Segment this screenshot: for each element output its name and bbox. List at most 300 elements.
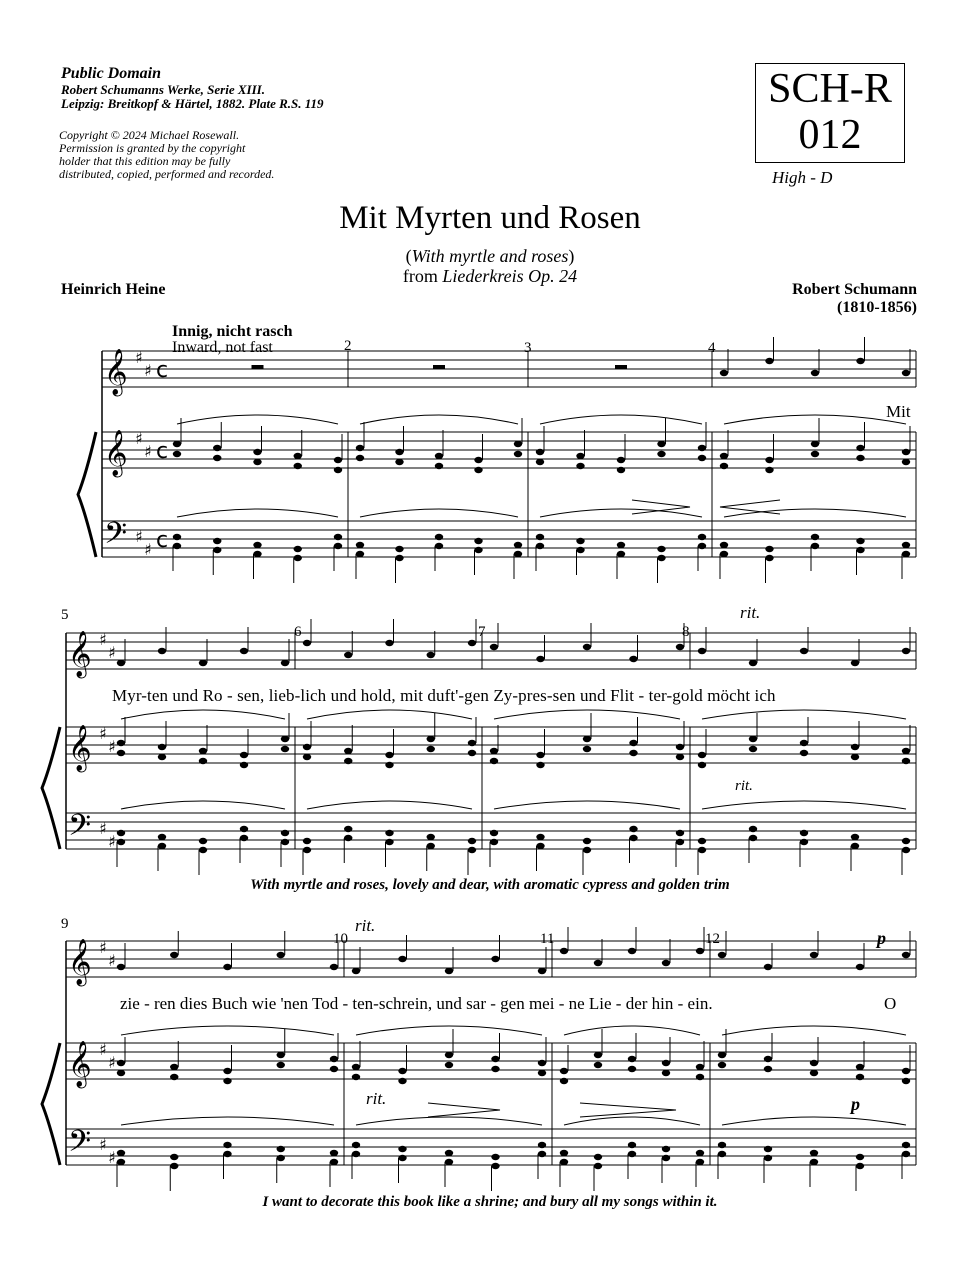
notehead bbox=[170, 1074, 178, 1080]
notehead bbox=[536, 543, 544, 549]
measure-number: 6 bbox=[294, 624, 302, 640]
measure-number: 2 bbox=[344, 338, 352, 354]
slur bbox=[121, 1117, 334, 1125]
notehead bbox=[277, 952, 285, 958]
treble-clef: 𝄞 bbox=[68, 631, 92, 677]
notehead bbox=[629, 740, 637, 746]
crescendo-hairpin bbox=[720, 500, 780, 514]
notehead bbox=[303, 640, 311, 646]
notehead bbox=[576, 453, 584, 459]
notehead bbox=[435, 534, 443, 540]
notehead bbox=[628, 948, 636, 954]
notehead bbox=[158, 754, 166, 760]
notehead bbox=[629, 656, 637, 662]
notehead bbox=[676, 839, 684, 845]
paren-close: ) bbox=[568, 246, 575, 266]
notehead bbox=[303, 838, 311, 844]
notehead bbox=[902, 748, 910, 754]
notehead bbox=[330, 964, 338, 970]
notehead bbox=[720, 551, 728, 557]
notehead bbox=[117, 740, 125, 746]
notehead bbox=[902, 758, 910, 764]
notehead bbox=[395, 555, 403, 561]
notehead bbox=[277, 1062, 285, 1068]
paren-open: ( bbox=[405, 246, 412, 266]
notehead bbox=[445, 1062, 453, 1068]
notehead bbox=[199, 748, 207, 754]
notehead bbox=[223, 1068, 231, 1074]
notehead bbox=[629, 835, 637, 841]
notehead bbox=[856, 445, 864, 451]
notehead bbox=[536, 834, 544, 840]
notehead bbox=[628, 1066, 636, 1072]
notehead bbox=[352, 1142, 360, 1148]
measure-number: 4 bbox=[708, 340, 716, 356]
rit-marking-piano: rit. bbox=[366, 1089, 387, 1108]
notehead bbox=[213, 538, 221, 544]
notehead bbox=[628, 1142, 636, 1148]
notehead bbox=[536, 459, 544, 465]
notehead bbox=[173, 451, 181, 457]
slur bbox=[121, 1026, 334, 1035]
sharp-sign: ♯ bbox=[135, 429, 143, 448]
slur bbox=[702, 801, 906, 809]
public-domain-label: Public Domain bbox=[61, 65, 162, 82]
notehead bbox=[810, 1159, 818, 1165]
notehead bbox=[427, 652, 435, 658]
notehead bbox=[117, 660, 125, 666]
notehead bbox=[435, 453, 443, 459]
rit-marking-piano: rit. bbox=[735, 778, 753, 794]
notehead bbox=[560, 1068, 568, 1074]
page-title: Mit Myrten und Rosen bbox=[339, 200, 641, 236]
dynamic-p: p bbox=[877, 928, 886, 948]
notehead bbox=[765, 457, 773, 463]
notehead bbox=[718, 1151, 726, 1157]
notehead bbox=[856, 1163, 864, 1169]
notehead bbox=[491, 1154, 499, 1160]
notehead bbox=[662, 1155, 670, 1161]
notehead bbox=[902, 847, 910, 853]
notehead bbox=[170, 1163, 178, 1169]
notehead bbox=[629, 750, 637, 756]
notehead bbox=[676, 744, 684, 750]
notehead bbox=[764, 1146, 772, 1152]
piano-brace bbox=[42, 727, 60, 849]
notehead bbox=[117, 1060, 125, 1066]
notehead bbox=[356, 455, 364, 461]
notehead bbox=[356, 445, 364, 451]
catalog-code-line-2: 012 bbox=[798, 112, 862, 158]
notehead bbox=[385, 640, 393, 646]
notehead bbox=[344, 652, 352, 658]
notehead bbox=[294, 463, 302, 469]
notehead bbox=[468, 640, 476, 646]
notehead bbox=[698, 534, 706, 540]
slur bbox=[360, 509, 518, 517]
notehead bbox=[662, 1060, 670, 1066]
notehead bbox=[583, 838, 591, 844]
notehead bbox=[617, 457, 625, 463]
measure-number: 9 bbox=[61, 916, 69, 932]
notehead bbox=[445, 1159, 453, 1165]
notehead bbox=[749, 826, 757, 832]
sharp-sign: ♯ bbox=[108, 951, 116, 970]
notehead bbox=[698, 752, 706, 758]
notehead bbox=[468, 750, 476, 756]
from-text: from bbox=[402, 266, 443, 286]
notehead bbox=[560, 1078, 568, 1084]
slur bbox=[121, 710, 285, 719]
notehead bbox=[398, 1068, 406, 1074]
measure-number: 3 bbox=[524, 340, 532, 356]
notehead bbox=[334, 457, 342, 463]
sharp-sign: ♯ bbox=[108, 832, 116, 851]
notehead bbox=[427, 834, 435, 840]
notehead bbox=[490, 839, 498, 845]
sharp-sign: ♯ bbox=[135, 348, 143, 367]
composer-dates: (1810-1856) bbox=[837, 299, 917, 316]
notehead bbox=[398, 1078, 406, 1084]
whole-rest bbox=[615, 365, 627, 369]
notehead bbox=[698, 455, 706, 461]
notehead bbox=[856, 1154, 864, 1160]
notehead bbox=[170, 1154, 178, 1160]
notehead bbox=[662, 1146, 670, 1152]
lyric-line-3-end: O bbox=[884, 994, 897, 1013]
notehead bbox=[856, 964, 864, 970]
notehead bbox=[281, 746, 289, 752]
composer-name: Robert Schumann bbox=[792, 281, 917, 298]
notehead bbox=[662, 1070, 670, 1076]
notehead bbox=[800, 740, 808, 746]
notehead bbox=[117, 1159, 125, 1165]
voice-type: High - D bbox=[772, 168, 833, 187]
measure-number: 12 bbox=[705, 931, 720, 947]
notehead bbox=[765, 546, 773, 552]
slur bbox=[307, 801, 472, 809]
notehead bbox=[657, 451, 665, 457]
notehead bbox=[427, 746, 435, 752]
notehead bbox=[223, 1151, 231, 1157]
notehead bbox=[491, 1066, 499, 1072]
notehead bbox=[765, 555, 773, 561]
treble-clef: 𝄞 bbox=[104, 349, 128, 395]
notehead bbox=[117, 830, 125, 836]
notehead bbox=[810, 1060, 818, 1066]
notehead bbox=[538, 1142, 546, 1148]
notehead bbox=[538, 1070, 546, 1076]
notehead bbox=[800, 648, 808, 654]
notehead bbox=[281, 660, 289, 666]
notehead bbox=[720, 453, 728, 459]
slur bbox=[177, 509, 338, 517]
notehead bbox=[117, 1070, 125, 1076]
notehead bbox=[199, 847, 207, 853]
notehead bbox=[158, 648, 166, 654]
tempo-translation: Inward, not fast bbox=[172, 339, 273, 356]
notehead bbox=[902, 449, 910, 455]
notehead bbox=[490, 748, 498, 754]
notehead bbox=[213, 455, 221, 461]
notehead bbox=[240, 835, 248, 841]
notehead bbox=[696, 1159, 704, 1165]
copyright-line: distributed, copied, performed and recorded. bbox=[59, 167, 275, 181]
notehead bbox=[536, 449, 544, 455]
notehead bbox=[538, 968, 546, 974]
dynamic-p-piano: p bbox=[851, 1094, 860, 1114]
notehead bbox=[468, 838, 476, 844]
notehead bbox=[344, 758, 352, 764]
notehead bbox=[474, 547, 482, 553]
notehead bbox=[629, 826, 637, 832]
notehead bbox=[330, 1150, 338, 1156]
notehead bbox=[764, 1056, 772, 1062]
notehead bbox=[856, 358, 864, 364]
translation-text: With myrtle and roses bbox=[411, 246, 569, 266]
slur bbox=[494, 801, 680, 809]
poet-name: Heinrich Heine bbox=[61, 281, 166, 298]
notehead bbox=[491, 956, 499, 962]
notehead bbox=[294, 546, 302, 552]
notehead bbox=[294, 453, 302, 459]
measure-number: 11 bbox=[540, 931, 555, 947]
notehead bbox=[628, 1151, 636, 1157]
notehead bbox=[117, 1150, 125, 1156]
notehead bbox=[344, 748, 352, 754]
notehead bbox=[352, 1064, 360, 1070]
copyright-line: Permission is granted by the copyright bbox=[59, 141, 246, 155]
measure-number: 5 bbox=[61, 607, 69, 623]
copyright-line: Copyright © 2024 Michael Rosewall. bbox=[59, 128, 240, 142]
notehead bbox=[352, 1074, 360, 1080]
notehead bbox=[749, 736, 757, 742]
notehead bbox=[158, 843, 166, 849]
notehead bbox=[902, 551, 910, 557]
notehead bbox=[281, 830, 289, 836]
notehead bbox=[718, 952, 726, 958]
notehead bbox=[490, 758, 498, 764]
notehead bbox=[576, 463, 584, 469]
notehead bbox=[811, 543, 819, 549]
notehead bbox=[223, 1078, 231, 1084]
notehead bbox=[617, 551, 625, 557]
bass-clef: 𝄢 bbox=[104, 517, 128, 558]
lyric-line-1: Mit bbox=[886, 402, 911, 421]
sharp-sign: ♯ bbox=[108, 1053, 116, 1072]
notehead bbox=[536, 843, 544, 849]
notehead bbox=[696, 1064, 704, 1070]
notehead bbox=[749, 746, 757, 752]
notehead bbox=[294, 555, 302, 561]
notehead bbox=[334, 543, 342, 549]
notehead bbox=[902, 1078, 910, 1084]
notehead bbox=[902, 838, 910, 844]
notehead bbox=[199, 838, 207, 844]
sharp-sign: ♯ bbox=[108, 643, 116, 662]
notehead bbox=[657, 555, 665, 561]
notehead bbox=[435, 543, 443, 549]
notehead bbox=[213, 445, 221, 451]
notehead bbox=[594, 1154, 602, 1160]
sharp-sign: ♯ bbox=[99, 724, 107, 743]
notehead bbox=[281, 736, 289, 742]
sharp-sign: ♯ bbox=[144, 442, 152, 461]
sharp-sign: ♯ bbox=[99, 938, 107, 957]
notehead bbox=[810, 1150, 818, 1156]
decrescendo-hairpin bbox=[632, 500, 690, 514]
notehead bbox=[352, 968, 360, 974]
notehead bbox=[749, 660, 757, 666]
notehead bbox=[303, 744, 311, 750]
notehead bbox=[902, 1068, 910, 1074]
notehead bbox=[560, 1159, 568, 1165]
notehead bbox=[594, 1062, 602, 1068]
notehead bbox=[696, 1150, 704, 1156]
piano-brace bbox=[42, 1043, 60, 1165]
rit-marking: rit. bbox=[355, 916, 376, 935]
notehead bbox=[514, 451, 522, 457]
notehead bbox=[334, 467, 342, 473]
notehead bbox=[277, 1146, 285, 1152]
notehead bbox=[474, 467, 482, 473]
slur bbox=[724, 415, 906, 424]
catalog-code-line-1: SCH-R bbox=[768, 66, 892, 112]
notehead bbox=[173, 441, 181, 447]
notehead bbox=[902, 370, 910, 376]
notehead bbox=[330, 1159, 338, 1165]
notehead bbox=[277, 1155, 285, 1161]
notehead bbox=[536, 656, 544, 662]
cycle-name: Liederkreis Op. 24 bbox=[442, 266, 578, 286]
notehead bbox=[718, 1052, 726, 1058]
measure-number: 10 bbox=[333, 931, 348, 947]
notehead bbox=[223, 964, 231, 970]
notehead bbox=[851, 843, 859, 849]
notehead bbox=[583, 736, 591, 742]
notehead bbox=[536, 762, 544, 768]
notehead bbox=[810, 952, 818, 958]
notehead bbox=[173, 534, 181, 540]
notehead bbox=[398, 956, 406, 962]
notehead bbox=[583, 644, 591, 650]
notehead bbox=[303, 847, 311, 853]
notehead bbox=[594, 1052, 602, 1058]
notehead bbox=[395, 459, 403, 465]
notehead bbox=[765, 467, 773, 473]
notehead bbox=[468, 847, 476, 853]
notehead bbox=[170, 1064, 178, 1070]
slur bbox=[540, 509, 702, 517]
notehead bbox=[583, 847, 591, 853]
notehead bbox=[474, 538, 482, 544]
sharp-sign: ♯ bbox=[108, 1148, 116, 1167]
notehead bbox=[856, 1074, 864, 1080]
slur bbox=[540, 415, 702, 424]
measure-number: 8 bbox=[682, 624, 690, 640]
notehead bbox=[576, 538, 584, 544]
notehead bbox=[170, 952, 178, 958]
source-line-2: Leipzig: Breitkopf & Härtel, 1882. Plate R.S. 119 bbox=[61, 96, 324, 111]
notehead bbox=[303, 754, 311, 760]
notehead bbox=[628, 1056, 636, 1062]
sharp-sign: ♯ bbox=[144, 361, 152, 380]
notehead bbox=[657, 441, 665, 447]
notehead bbox=[851, 660, 859, 666]
notehead bbox=[468, 740, 476, 746]
notehead bbox=[720, 542, 728, 548]
notehead bbox=[213, 547, 221, 553]
notehead bbox=[617, 467, 625, 473]
notehead bbox=[344, 835, 352, 841]
source-line-1: Robert Schumanns Werke, Serie XIII. bbox=[61, 82, 265, 97]
whole-rest bbox=[252, 365, 264, 369]
sharp-sign: ♯ bbox=[144, 540, 152, 559]
treble-clef: 𝄞 bbox=[68, 725, 92, 771]
notehead bbox=[720, 463, 728, 469]
notehead bbox=[811, 451, 819, 457]
notehead bbox=[617, 542, 625, 548]
copyright-line: holder that this edition may be fully bbox=[59, 154, 231, 168]
notehead bbox=[718, 1062, 726, 1068]
notehead bbox=[427, 843, 435, 849]
notehead bbox=[352, 1151, 360, 1157]
notehead bbox=[811, 370, 819, 376]
notehead bbox=[356, 542, 364, 548]
notehead bbox=[344, 826, 352, 832]
slur bbox=[360, 415, 518, 424]
notehead bbox=[395, 449, 403, 455]
piano-brace bbox=[78, 432, 96, 557]
notehead bbox=[902, 1151, 910, 1157]
notehead bbox=[594, 960, 602, 966]
translation-line-2: With myrtle and roses, lovely and dear, with aromatic cypress and golden trim bbox=[250, 877, 730, 893]
sharp-sign: ♯ bbox=[108, 737, 116, 756]
slur bbox=[564, 1117, 700, 1125]
slur bbox=[356, 1117, 542, 1125]
notehead bbox=[811, 441, 819, 447]
notehead bbox=[173, 543, 181, 549]
measure-number: 7 bbox=[478, 624, 486, 640]
notehead bbox=[538, 1060, 546, 1066]
notehead bbox=[811, 534, 819, 540]
notehead bbox=[576, 547, 584, 553]
notehead bbox=[676, 644, 684, 650]
slur bbox=[307, 710, 472, 719]
time-signature: c bbox=[156, 439, 169, 464]
notehead bbox=[662, 960, 670, 966]
slur bbox=[702, 710, 906, 719]
notehead bbox=[334, 534, 342, 540]
notehead bbox=[158, 744, 166, 750]
notehead bbox=[240, 752, 248, 758]
slur bbox=[356, 1026, 542, 1035]
notehead bbox=[158, 834, 166, 840]
decrescendo-hairpin bbox=[580, 1103, 676, 1117]
notehead bbox=[560, 1150, 568, 1156]
notehead bbox=[514, 551, 522, 557]
notehead bbox=[490, 830, 498, 836]
notehead bbox=[223, 1142, 231, 1148]
notehead bbox=[698, 445, 706, 451]
notehead bbox=[749, 835, 757, 841]
lyric-line-3: zie - ren dies Buch wie 'nen Tod - ten-schrein, und sar - gen mei - ne Lie - der hin - ein. bbox=[120, 994, 713, 1013]
notehead bbox=[764, 964, 772, 970]
notehead bbox=[427, 736, 435, 742]
notehead bbox=[856, 1064, 864, 1070]
notehead bbox=[696, 1074, 704, 1080]
notehead bbox=[240, 648, 248, 654]
